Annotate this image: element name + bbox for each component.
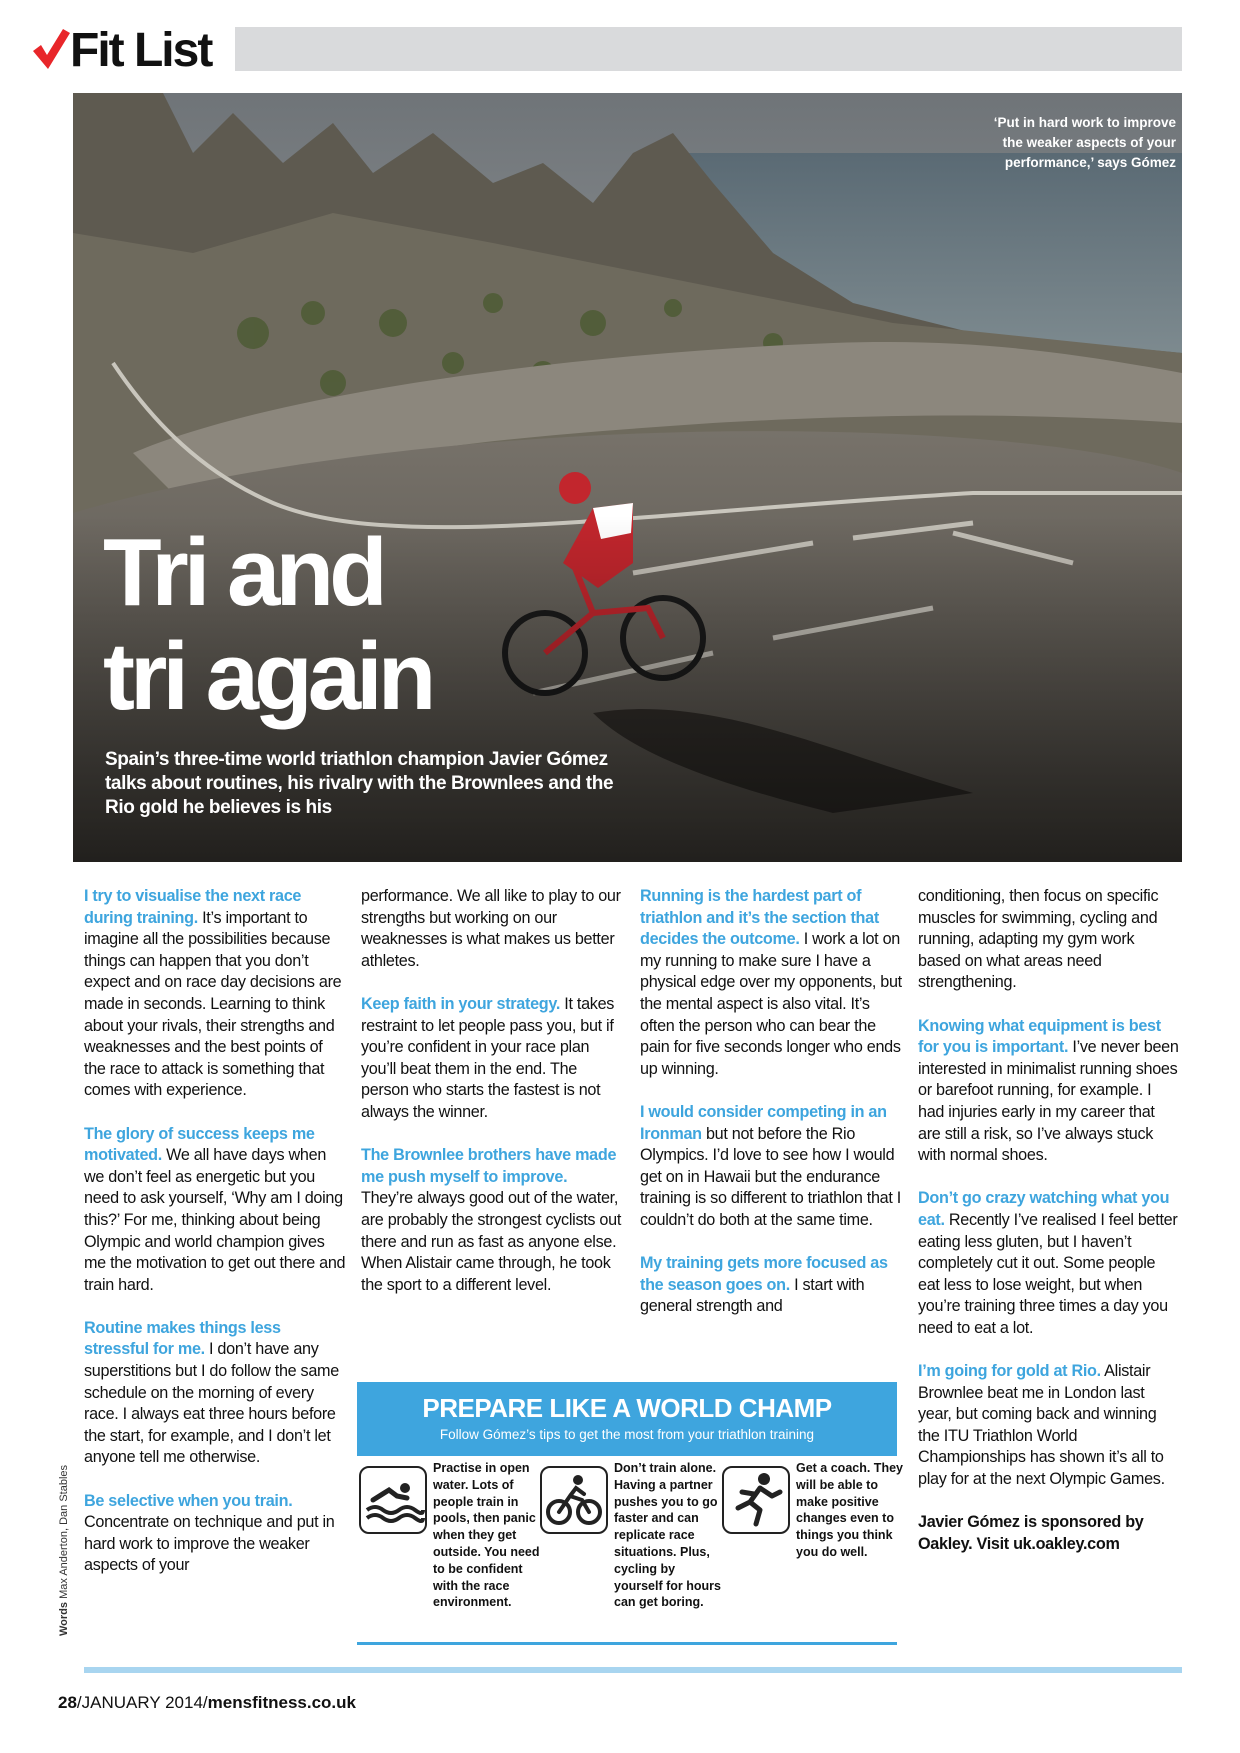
paragraph: I would consider competing in an Ironman but not before the Rio Olympics. I’d love to see how I would get on in Hawaii but the endurance training is so different to triathlon that I couldn’t do both at the same time. (640, 1102, 901, 1229)
hero-photo (73, 93, 1182, 862)
tip-text: Don’t train alone. Having a partner pushes you to go faster and can replicate race situations. Plus, cycling by yourself for hours can get boring. (614, 1461, 721, 1610)
paragraph: conditioning, then focus on specific muscles for swimming, cycling and running, adapting my gym work based on what areas need strengthening. (918, 887, 1159, 992)
header-bar (235, 27, 1182, 71)
headline-line-2: tri again (103, 623, 432, 730)
tips-box-title: PREPARE LIKE A WORLD CHAMP (422, 1393, 832, 1423)
paragraph: performance. We all like to play to our strengths but working on our weaknesses is what makes us better athletes. (361, 887, 621, 970)
website: mensfitness.co.uk (207, 1693, 356, 1712)
tip-text: Get a coach. They will be able to make positive changes even to things you think you do well. (796, 1461, 903, 1559)
column-2 (361, 886, 623, 1318)
footer-rule (84, 1667, 1182, 1673)
tips-box (357, 1382, 903, 1645)
paragraph: Routine makes things less stressful for me. I don’t have any superstitions but I do follow the same schedule on the morning of every race. I always eat three hours before the start, for example, and I don’t let anyone tell me otherwise. (84, 1318, 339, 1467)
tip-item (540, 1461, 721, 1641)
section-header (30, 24, 1182, 77)
paragraph: I’m going for gold at Rio. Alistair Brownlee beat me in London last year, but coming back and winning the ITU Triathlon World Championships has shown it’s all to play for at the next Olympic Games. (918, 1362, 1165, 1489)
issue-date: /JANUARY 2014/ (76, 1693, 208, 1712)
headline (103, 521, 803, 729)
paragraph: Be selective when you train. Concentrate on technique and put in hard work to improve the weaker aspects of your (84, 1491, 335, 1575)
headline-line-1: Tri and (103, 519, 383, 626)
paragraph: Knowing what equipment is best for you is important. I’ve never been interested in minimalist running shoes or barefoot running, for example. I had injuries early in my career that are still a risk, so I’ve always stuck with normal shoes. (918, 1016, 1179, 1165)
swimmer-icon (359, 1466, 427, 1534)
photo-credit: Words Max Anderton, Dan Stables (58, 1464, 70, 1636)
section-title: Fit List (70, 24, 212, 77)
column-3 (640, 886, 902, 1339)
tip-item (359, 1461, 540, 1641)
paragraph: The glory of success keeps me motivated. We all have days when we don’t feel as energetic but you need to ask yourself, ‘Why am I doing this?’ For me, thinking about being Olympic and world champion gives me the motivation to get out there and train hard. (84, 1124, 346, 1294)
cyclist-icon (540, 1466, 608, 1534)
photo-caption: ‘Put in hard work to improve the weaker aspects of your performance,’ says Gómez (993, 115, 1176, 170)
page-folio (58, 1693, 356, 1713)
paragraph: My training gets more focused as the season goes on. I start with general strength and (640, 1254, 888, 1316)
tips-box-subtitle: Follow Gómez’s tips to get the most from your triathlon training (439, 1427, 815, 1442)
paragraph: I try to visualise the next race during training. It’s important to imagine all the possibilities because things can happen that you don’t expect and on race day decisions are made in seconds. Learning to think about your rivals, their strengths and weaknesses and the best points of the race to attack is something that comes with experience. (84, 887, 342, 1100)
checkmark-icon (30, 27, 70, 71)
column-4 (918, 886, 1180, 1577)
paragraph: The Brownlee brothers have made me push myself to improve. They’re always good out of the water, are probably the strongest cyclists out there and run as fast as anyone else. When Alistair came through, he took the sport to a different level. (361, 1146, 622, 1294)
paragraph: Running is the hardest part of triathlon and it’s the section that decides the outcome. I work a lot on my running to make sure I have a physical edge over my opponents, but the mental aspect is also vital. It’s often the person who can bear the pain for five seconds longer who ends up winning. (640, 887, 902, 1078)
tip-item (722, 1461, 903, 1641)
cyclist-photo (73, 93, 1182, 862)
tips-box-header (357, 1382, 897, 1456)
tip-text: Practise in open water. Lots of people train in pools, then panic when they get outside. You need to be confident with the race environment. (433, 1461, 540, 1610)
sponsor-note: Javier Gómez is sponsored by Oakley. Visit uk.oakley.com (918, 1513, 1144, 1553)
paragraph: Keep faith in your strategy. It takes restraint to let people pass you, but if you’re confident in your race plan you’ll beat them in the end. The person who starts the fastest is not always the winner. (361, 994, 615, 1121)
page-number: 28 (58, 1693, 77, 1712)
paragraph: Don’t go crazy watching what you eat. Recently I’ve realised I feel better eating less gluten, but I haven’t completely cut it out. Some people eat less to lose weight, but when you’re training three times a day you need to eat a lot. (918, 1189, 1178, 1337)
runner-icon (722, 1466, 790, 1534)
column-1 (84, 886, 346, 1599)
standfirst: Spain’s three-time world triathlon champion Javier Gómez talks about routines, his rivalry with the Brownlees and the Rio gold he believes is his (105, 749, 614, 818)
